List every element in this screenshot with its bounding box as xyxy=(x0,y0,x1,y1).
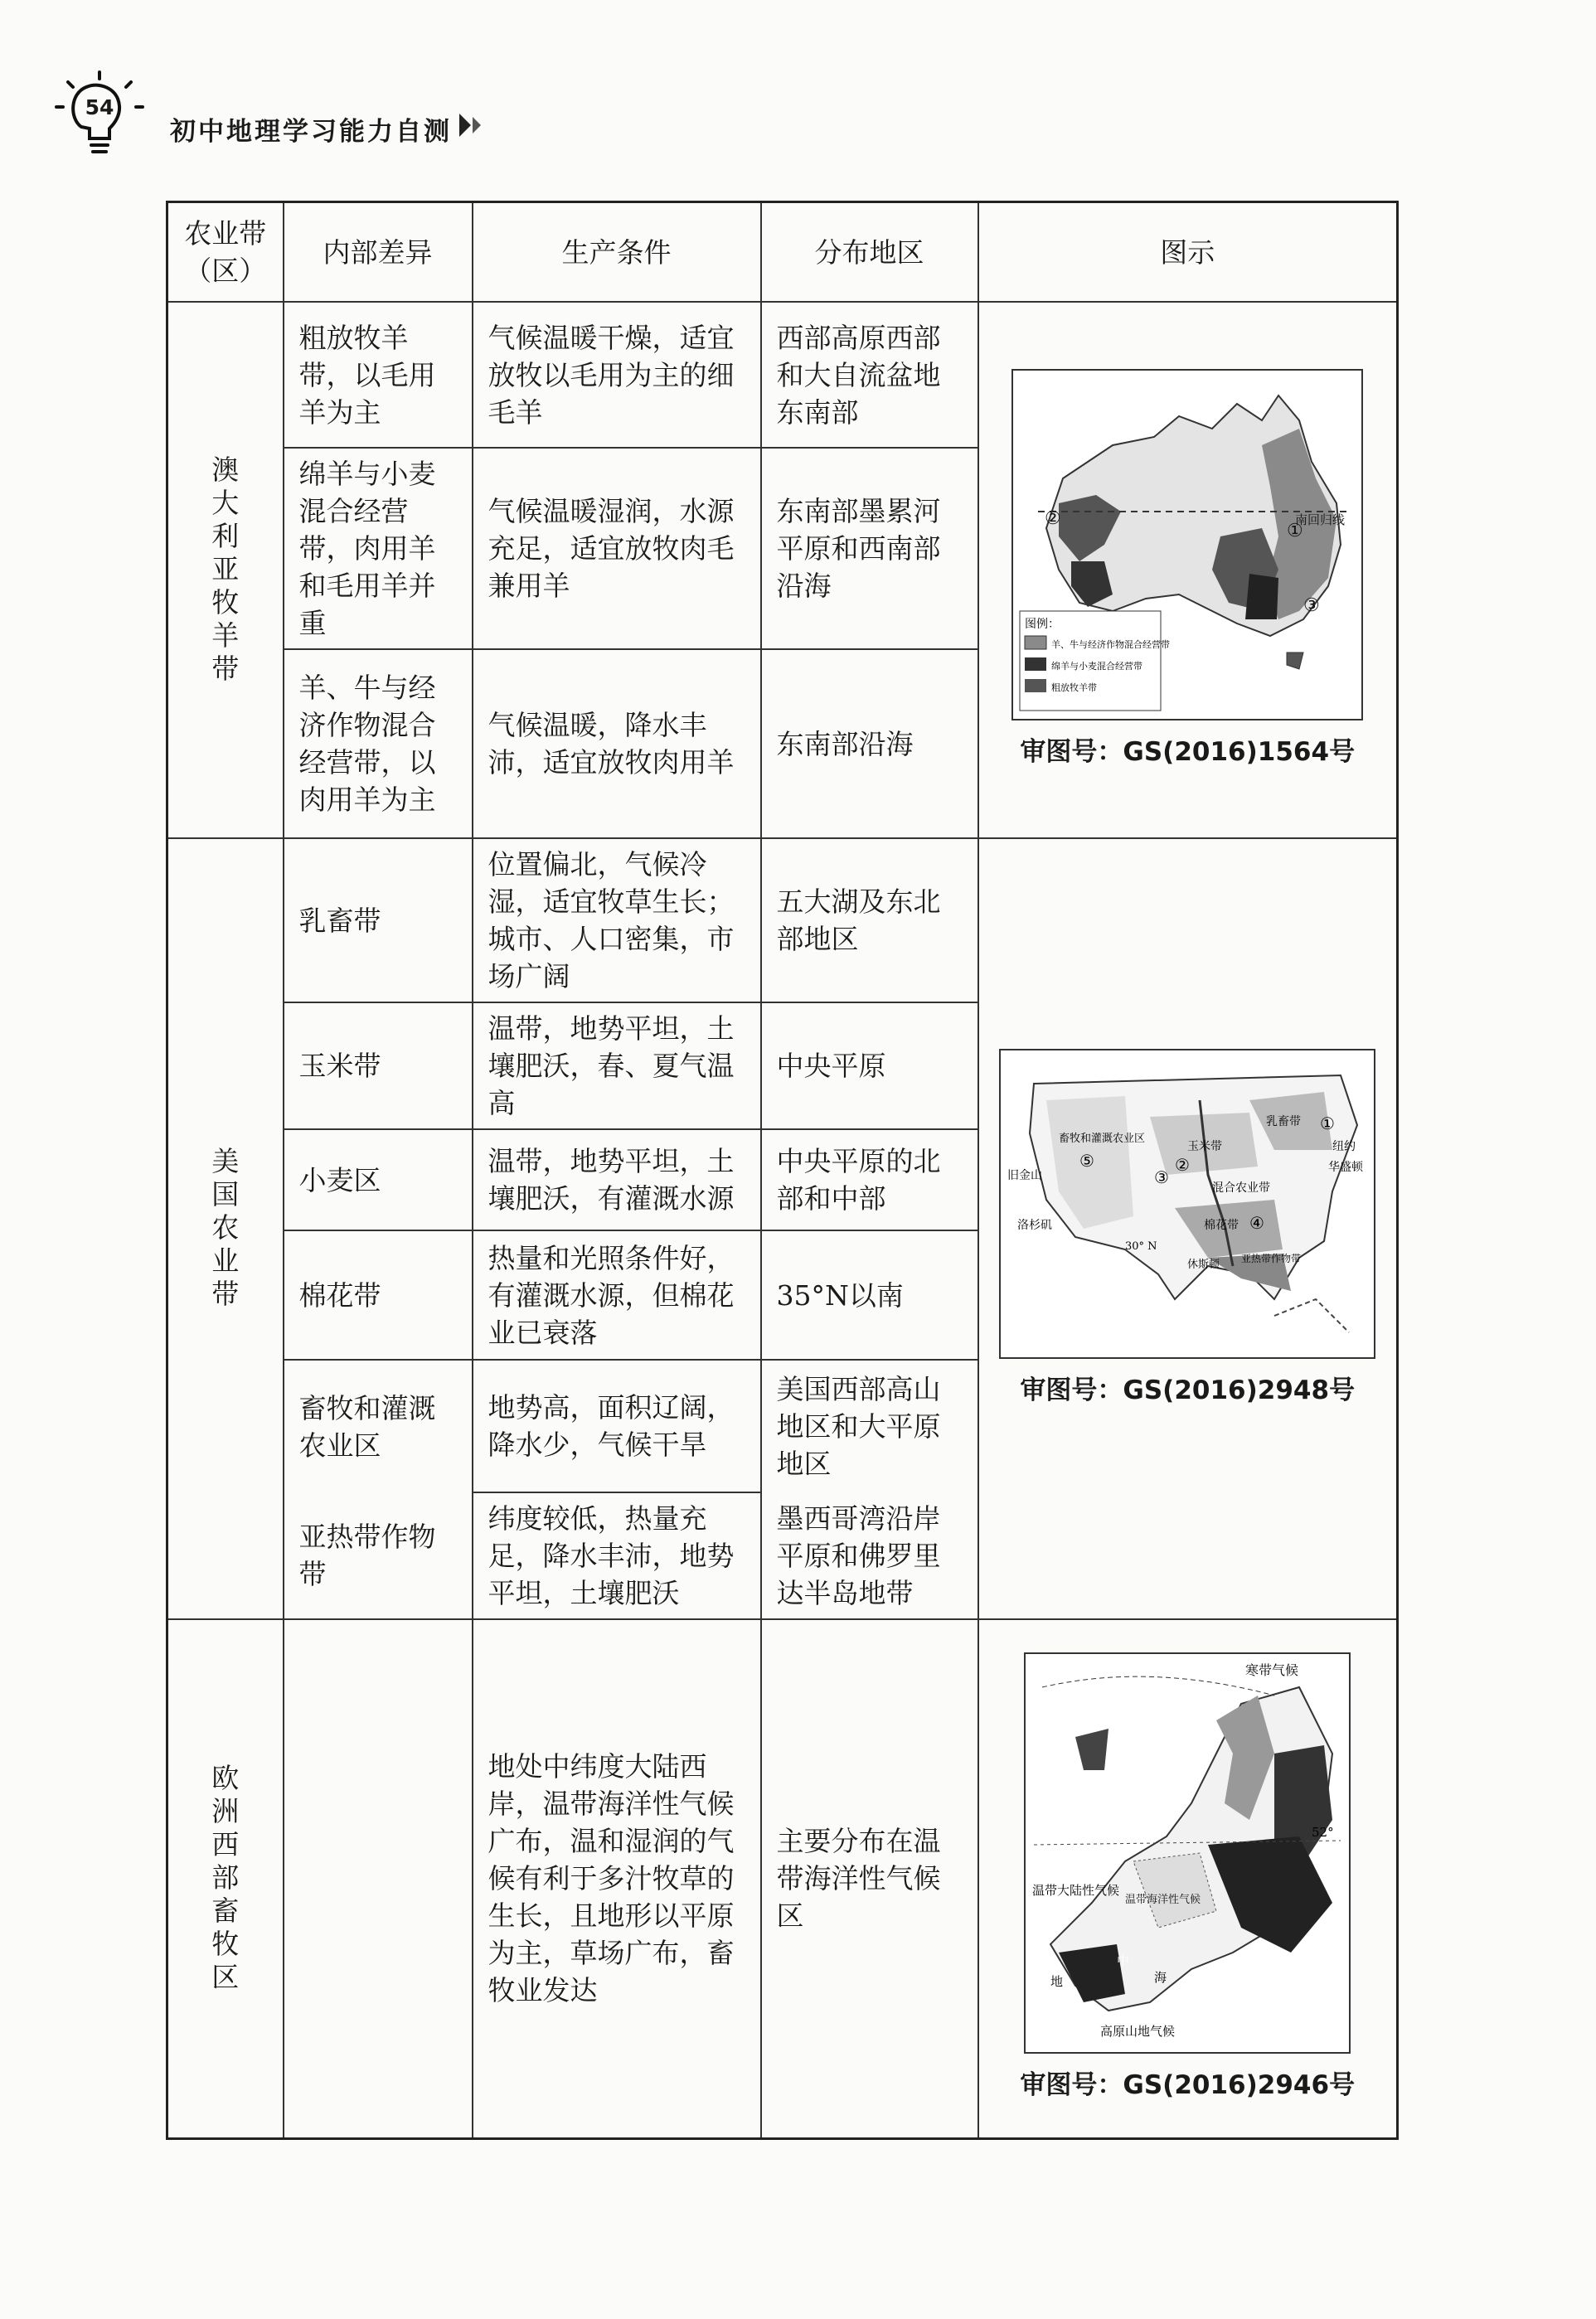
area-cell: 墨西哥湾沿岸平原和佛罗里达半岛地带 xyxy=(761,1492,978,1619)
condition-cell: 热量和光照条件好，有灌溉水源，但棉花业已衰落 xyxy=(473,1230,761,1360)
condition-cell: 气候温暖湿润，水源充足，适宜放牧肉毛兼用羊 xyxy=(473,448,761,649)
area-cell: 中央平原 xyxy=(761,1002,978,1129)
condition-cell: 温带，地势平坦，土壤肥沃，春、夏气温高 xyxy=(473,1002,761,1129)
legend-label-3: 粗放牧羊带 xyxy=(1051,682,1098,693)
table-row xyxy=(167,302,1398,448)
condition-cell: 位置偏北，气候冷湿，适宜牧草生长；城市、人口密集，市场广阔 xyxy=(473,838,761,1002)
lat-52-label: 52° xyxy=(1312,1825,1334,1841)
condition-cell: 地处中纬度大陆西岸，温带海洋性气候广布，温和湿润的气候有利于多汁牧草的生长，且地形以平原为主，草场广布，畜牧业发达 xyxy=(473,1619,761,2138)
city-dc: 华盛顿 xyxy=(1328,1160,1364,1174)
area-cell: 主要分布在温带海洋性气候区 xyxy=(761,1619,978,2138)
page-header xyxy=(50,70,1459,170)
type-cell: 小麦区 xyxy=(284,1129,473,1230)
area-cell: 中央平原的北部和中部 xyxy=(761,1129,978,1230)
book-title: 初中地理学习能力自测 xyxy=(170,117,452,147)
map-approval-number: 审图号：GS(2016)2948号 xyxy=(1020,1375,1356,1405)
page-number: 54 xyxy=(85,95,114,119)
header-production-condition: 生产条件 xyxy=(473,202,761,303)
condition-cell: 纬度较低，热量充足，降水丰沛，地势平坦，土壤肥沃 xyxy=(473,1492,761,1619)
area-cell: 35°N以南 xyxy=(761,1230,978,1360)
land-label: 地 xyxy=(1050,1974,1064,1990)
type-cell: 畜牧和灌溉农业区 xyxy=(284,1360,473,1492)
header-zone: 农业带（区） xyxy=(167,202,284,303)
zone-usa: 美国农业带 xyxy=(167,838,284,1619)
cold-climate-label: 寒带气候 xyxy=(1245,1662,1299,1679)
lat-30-label: 30° N xyxy=(1125,1240,1157,1253)
dairy-label: 乳畜带 xyxy=(1266,1114,1302,1128)
marker-1: ① xyxy=(1287,521,1303,541)
area-cell: 东南部沿海 xyxy=(761,649,978,838)
area-cell: 西部高原西部和大自流盆地东南部 xyxy=(761,302,978,448)
legend-label-2: 绵羊与小麦混合经营带 xyxy=(1051,661,1143,672)
marker-3: ③ xyxy=(1303,595,1320,616)
map-approval-number: 审图号：GS(2016)1564号 xyxy=(1020,737,1356,767)
city-ny: 纽约 xyxy=(1332,1139,1356,1153)
area-cell: 美国西部高山地区和大平原地区 xyxy=(761,1360,978,1492)
figure-usa xyxy=(978,838,1398,1619)
mixed-label: 混合农业带 xyxy=(1212,1181,1271,1195)
type-cell: 亚热带作物带 xyxy=(284,1492,473,1619)
table-header-row xyxy=(167,202,1398,303)
header-figure: 图示 xyxy=(978,202,1398,303)
highland-climate-label: 高原山地气候 xyxy=(1100,2024,1176,2040)
zone-europe: 欧洲西部畜牧区 xyxy=(167,1619,284,2138)
type-cell: 绵羊与小麦混合经营带，肉用羊和毛用羊并重 xyxy=(284,448,473,649)
mid-label: 中 xyxy=(1117,1953,1130,1969)
condition-cell: 气候温暖，降水丰沛，适宜放牧肉用羊 xyxy=(473,649,761,838)
city-sf: 旧金山 xyxy=(1007,1168,1043,1182)
zone-australia: 澳大利亚牧羊带 xyxy=(167,302,284,838)
usa-map xyxy=(999,1049,1375,1359)
city-la: 洛杉矶 xyxy=(1017,1218,1053,1232)
tropic-label: 南回归线 xyxy=(1295,512,1346,527)
type-cell: 棉花带 xyxy=(284,1230,473,1360)
cotton-label: 棉花带 xyxy=(1204,1218,1239,1232)
type-cell: 粗放牧羊带，以毛用羊为主 xyxy=(284,302,473,448)
type-cell: 玉米带 xyxy=(284,1002,473,1129)
europe-map xyxy=(1024,1652,1351,2054)
legend-title: 图例： xyxy=(1025,618,1060,631)
condition-cell: 地势高，面积辽阔，降水少，气候干旱 xyxy=(473,1360,761,1492)
header-distribution-area: 分布地区 xyxy=(761,202,978,303)
condition-cell: 温带，地势平坦，土壤肥沃，有灌溉水源 xyxy=(473,1129,761,1230)
zone5-label: 畜牧和灌溉农业区 xyxy=(1059,1132,1146,1145)
arrow-marker-icon xyxy=(458,112,491,138)
type-cell: 羊、牛与经济作物混合经营带，以肉用羊为主 xyxy=(284,649,473,838)
table-row xyxy=(167,838,1398,1002)
australia-map xyxy=(1011,369,1363,720)
sea-label: 海 xyxy=(1154,1970,1167,1986)
subtropic-label: 亚热带作物带 xyxy=(1241,1252,1302,1264)
type-cell xyxy=(284,1619,473,2138)
figure-australia xyxy=(978,302,1398,838)
marker-5: ⑤ xyxy=(1079,1150,1095,1171)
oceanic-climate-label: 温带海洋性气候 xyxy=(1125,1894,1201,1907)
legend-label-1: 羊、牛与经济作物混合经营带 xyxy=(1051,639,1171,650)
continental-climate-label: 温带大陆性气候 xyxy=(1032,1883,1120,1899)
map-approval-number: 审图号：GS(2016)2946号 xyxy=(1020,2070,1356,2101)
lightbulb-icon xyxy=(50,70,149,170)
marker-4: ④ xyxy=(1249,1212,1265,1233)
marker-2: ② xyxy=(1045,508,1061,529)
marker-1: ① xyxy=(1320,1113,1336,1133)
marker-2: ② xyxy=(1175,1154,1191,1175)
marker-3: ③ xyxy=(1154,1167,1170,1187)
condition-cell: 气候温暖干燥，适宜放牧以毛用为主的细毛羊 xyxy=(473,302,761,448)
city-houston: 休斯顿 xyxy=(1187,1258,1220,1271)
header-internal-difference: 内部差异 xyxy=(284,202,473,303)
agriculture-belt-table xyxy=(166,201,1399,2140)
area-cell: 东南部墨累河平原和西南部沿海 xyxy=(761,448,978,649)
type-cell: 乳畜带 xyxy=(284,838,473,1002)
area-cell: 五大湖及东北部地区 xyxy=(761,838,978,1002)
table-row xyxy=(167,1619,1398,2138)
figure-europe xyxy=(978,1619,1398,2138)
corn-label: 玉米带 xyxy=(1187,1139,1223,1153)
